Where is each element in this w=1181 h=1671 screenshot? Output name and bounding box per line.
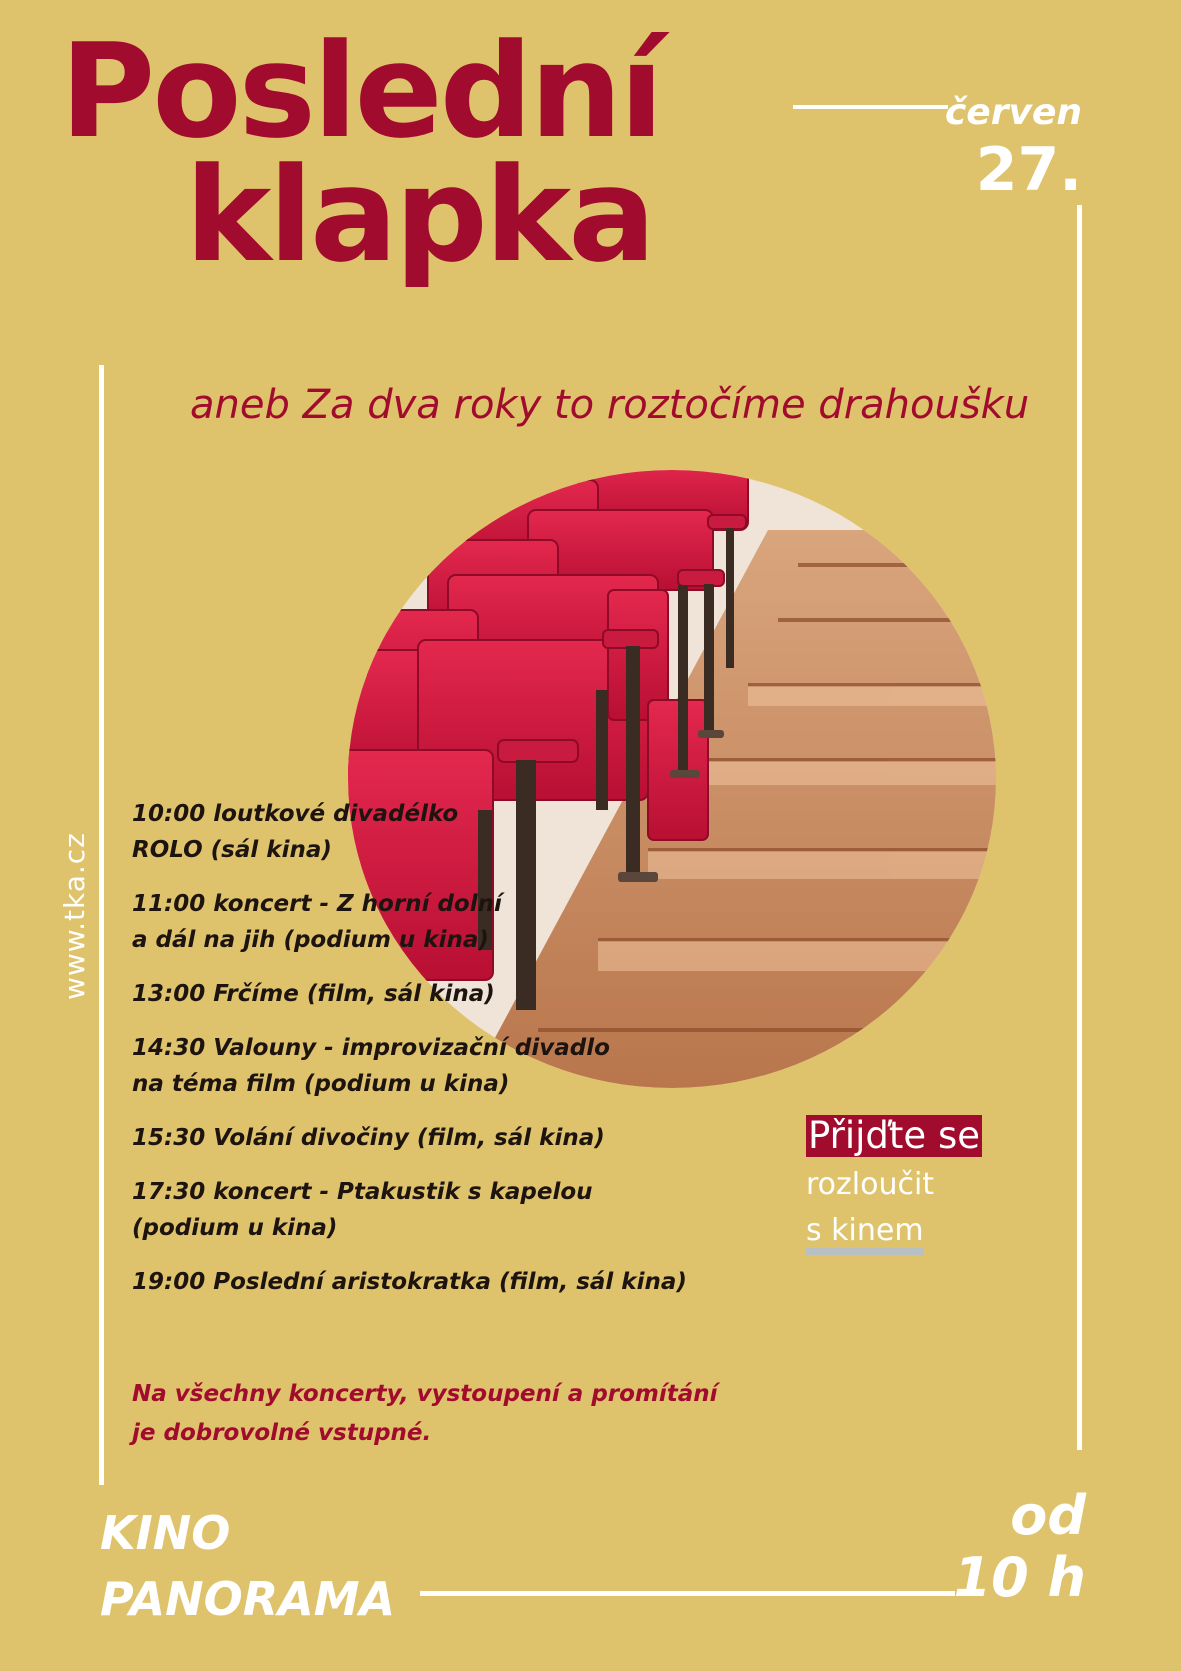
start-time <box>954 1485 1086 1609</box>
schedule-item-line: ROLO (sál kina) <box>132 837 332 863</box>
schedule-item <box>132 886 692 958</box>
schedule-item-line: na téma film (podium u kina) <box>132 1071 510 1097</box>
event-month: červen <box>944 92 1082 133</box>
bottom-divider <box>420 1591 955 1596</box>
title-line-1: Poslední <box>60 15 661 167</box>
program-schedule <box>132 796 692 1318</box>
schedule-item-line: 10:00 loutkové divadélko <box>132 801 459 827</box>
top-divider <box>793 105 948 109</box>
schedule-item-line: 13:00 Frčíme (film, sál kina) <box>132 981 495 1007</box>
admission-note <box>132 1375 752 1453</box>
note-line-1: Na všechny koncerty, vystoupení a promítání <box>132 1381 718 1407</box>
left-vertical-line <box>99 365 104 1485</box>
schedule-item-line: 14:30 Valouny - improvizační divadlo <box>132 1035 610 1061</box>
venue-line-2: PANORAMA <box>100 1572 396 1626</box>
farewell-callout <box>806 1115 1026 1255</box>
schedule-item <box>132 1174 692 1246</box>
callout-line-1: Přijďte se <box>808 1114 980 1157</box>
poster-subtitle: aneb Za dva roky to roztočíme drahoušku <box>190 382 1030 428</box>
time-line-1: od <box>1010 1484 1086 1547</box>
schedule-item-line: (podium u kina) <box>132 1215 338 1241</box>
website-url: www.tka.cz <box>58 832 91 1000</box>
callout-line-2: rozloučit <box>806 1167 935 1202</box>
schedule-item <box>132 976 692 1012</box>
event-day: 27. <box>975 135 1082 205</box>
schedule-item-line: 15:30 Volání divočiny (film, sál kina) <box>132 1125 605 1151</box>
callout-line-3: s kinem <box>806 1214 924 1255</box>
schedule-item-line: 17:30 koncert - Ptakustik s kapelou <box>132 1179 593 1205</box>
venue-name <box>100 1500 395 1632</box>
schedule-item-line: a dál na jih (podium u kina) <box>132 927 489 953</box>
title-line-2: klapka <box>185 138 653 291</box>
poster-title <box>60 15 661 291</box>
schedule-item <box>132 1264 692 1300</box>
venue-line-1: KINO <box>100 1506 231 1560</box>
schedule-item <box>132 1030 692 1102</box>
time-line-2: 10 h <box>953 1546 1086 1609</box>
schedule-item <box>132 796 692 868</box>
schedule-item <box>132 1120 692 1156</box>
schedule-item-line: 11:00 koncert - Z horní dolní <box>132 891 502 917</box>
right-vertical-line <box>1077 205 1082 1450</box>
schedule-item-line: 19:00 Poslední aristokratka (film, sál kina) <box>132 1269 687 1295</box>
note-line-2: je dobrovolné vstupné. <box>132 1420 432 1446</box>
